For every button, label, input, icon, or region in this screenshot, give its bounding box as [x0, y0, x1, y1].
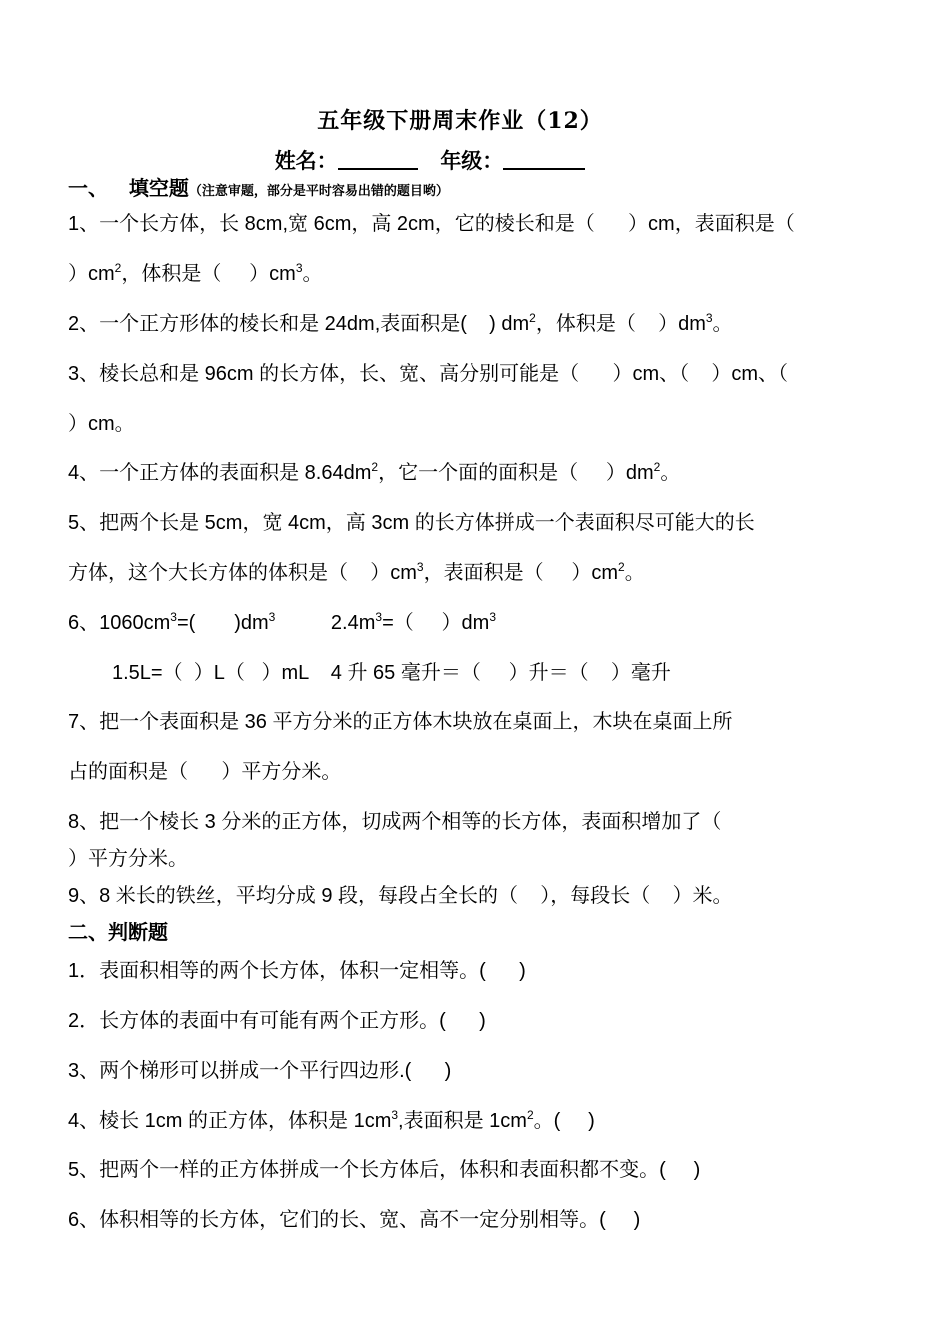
- q2-text-c: 。: [712, 313, 733, 335]
- question-8-line-1: [68, 805, 868, 834]
- j4-text-a: 4、棱长 1cm 的正方体，体积是 1cm: [68, 1110, 392, 1132]
- grade-blank[interactable]: [503, 148, 585, 170]
- q5-text-c: ，表面积是（ ）cm: [423, 562, 619, 584]
- question-3-line-2: [68, 407, 868, 436]
- judge-2: [68, 1004, 868, 1033]
- name-blank[interactable]: [338, 148, 418, 170]
- q6-text-d: =（ ）dm: [382, 612, 490, 634]
- q4-sup-2a: 2: [371, 460, 379, 474]
- question-7-line-2: [68, 755, 868, 784]
- page-title: 五年级下册周末作业（12）: [317, 108, 603, 134]
- q7-text-a: 7、把一个表面积是 36 平方分米的正方体木块放在桌面上，木块在桌面上所: [68, 711, 733, 733]
- q5-sup-2: 2: [618, 560, 625, 574]
- j1-text: 1．表面积相等的两个长方体，体积一定相等。( ): [68, 960, 526, 982]
- question-4: [68, 456, 868, 485]
- question-6-line-1: [68, 606, 868, 635]
- j3-text: 3、两个梯形可以拼成一个平行四边形.( ): [68, 1060, 452, 1082]
- q4-text-c: 。: [660, 462, 681, 484]
- question-5-line-2: [68, 556, 868, 585]
- q3-text-a: 3、棱长总和是 96cm 的长方体，长、宽、高分别可能是（ ）cm、（ ）cm、（: [68, 363, 789, 385]
- q5-text-d: 。: [624, 562, 645, 584]
- q6-text-c: 2.4m: [275, 612, 376, 634]
- q6-sup-3c: 3: [375, 610, 383, 624]
- q2-sup-3: 3: [705, 311, 713, 325]
- q5-sup-3: 3: [416, 560, 424, 574]
- q8-text-b: ）平方分米。: [68, 848, 188, 870]
- section-true-false-heading: 二、判断题: [68, 920, 168, 944]
- q6-sup-3d: 3: [489, 610, 496, 624]
- q1-sup-3: 3: [295, 261, 303, 275]
- judge-4: [68, 1104, 868, 1133]
- q8-text-a: 8、把一个棱长 3 分米的正方体，切成两个相等的长方体，表面积增加了（: [68, 811, 722, 833]
- j4-text-b: ,表面积是 1cm: [398, 1110, 527, 1132]
- question-5-line-1: [68, 506, 868, 535]
- judge-6: [68, 1203, 868, 1232]
- q1-text-a: 1、一个长方体，长 8cm,宽 6cm，高 2cm，它的棱长和是（ ）cm，表面积是（: [68, 213, 795, 235]
- j4-sup-3: 3: [391, 1108, 399, 1122]
- judge-3: [68, 1054, 868, 1083]
- q6-text-e: 1.5L=（ ）L（ ）mL 4 升 65 毫升＝（ ）升＝（ ）毫升: [112, 662, 671, 684]
- section-1-note: （注意审题，部分是平时容易出错的题目哟）: [188, 184, 449, 199]
- j2-text: 2．长方体的表面中有可能有两个正方形。( ): [68, 1010, 486, 1032]
- name-grade-line: [0, 145, 860, 175]
- j5-text: 5、把两个一样的正方体拼成一个长方体后，体积和表面积都不变。( ): [68, 1159, 701, 1181]
- j4-text-c: 。( ): [533, 1110, 595, 1132]
- section-1-title: 一、 填空题: [68, 176, 189, 200]
- question-8-line-2: [68, 842, 868, 871]
- q2-sup-2: 2: [529, 311, 536, 325]
- q4-text-a: 4、一个正方体的表面积是 8.64dm: [68, 462, 372, 484]
- grade-label: 年级：: [440, 148, 504, 173]
- question-3-line-1: [68, 357, 868, 386]
- q1-text-b: ）cm: [68, 263, 115, 285]
- q2-text-a: 2、一个正方形体的棱长和是 24dm,表面积是( ) dm: [68, 313, 530, 335]
- question-7-line-1: [68, 705, 868, 734]
- q5-text-b: 方体，这个大长方体的体积是（ ）cm: [68, 562, 417, 584]
- q2-text-b: ，体积是（ ）dm: [535, 313, 706, 335]
- question-9: [68, 879, 868, 908]
- j6-text: 6、体积相等的长方体，它们的长、宽、高不一定分别相等。( ): [68, 1209, 641, 1231]
- q6-text-b: =( )dm: [176, 612, 269, 634]
- name-label: 姓名：: [274, 148, 338, 173]
- question-6-line-2: [112, 656, 912, 685]
- q3-text-b: ）cm。: [68, 413, 135, 435]
- q6-text-a: 6、1060cm: [68, 612, 171, 634]
- q1-sup-2: 2: [114, 261, 122, 275]
- q7-text-b: 占的面积是（ ）平方分米。: [68, 761, 342, 783]
- q4-sup-2b: 2: [653, 460, 661, 474]
- question-1-line-1: [68, 207, 868, 236]
- judge-1: [68, 954, 868, 983]
- judge-5: [68, 1153, 868, 1182]
- question-2: [68, 307, 868, 336]
- q4-text-b: ，它一个面的面积是（ ）dm: [378, 462, 654, 484]
- j4-sup-2: 2: [526, 1108, 534, 1122]
- section-fill-blank-heading: [68, 172, 449, 201]
- q1-text-c: ，体积是（ ）cm: [121, 263, 296, 285]
- q9-text: 9、8 米长的铁丝，平均分成 9 段，每段占全长的（ ），每段长（ ）米。: [68, 885, 733, 907]
- q6-sup-3a: 3: [170, 610, 177, 624]
- q5-text-a: 5、把两个长是 5cm，宽 4cm，高 3cm 的长方体拼成一个表面积尽可能大的长: [68, 512, 755, 534]
- q1-text-d: 。: [302, 263, 323, 285]
- question-1-line-2: [68, 257, 868, 286]
- q6-sup-3b: 3: [268, 610, 276, 624]
